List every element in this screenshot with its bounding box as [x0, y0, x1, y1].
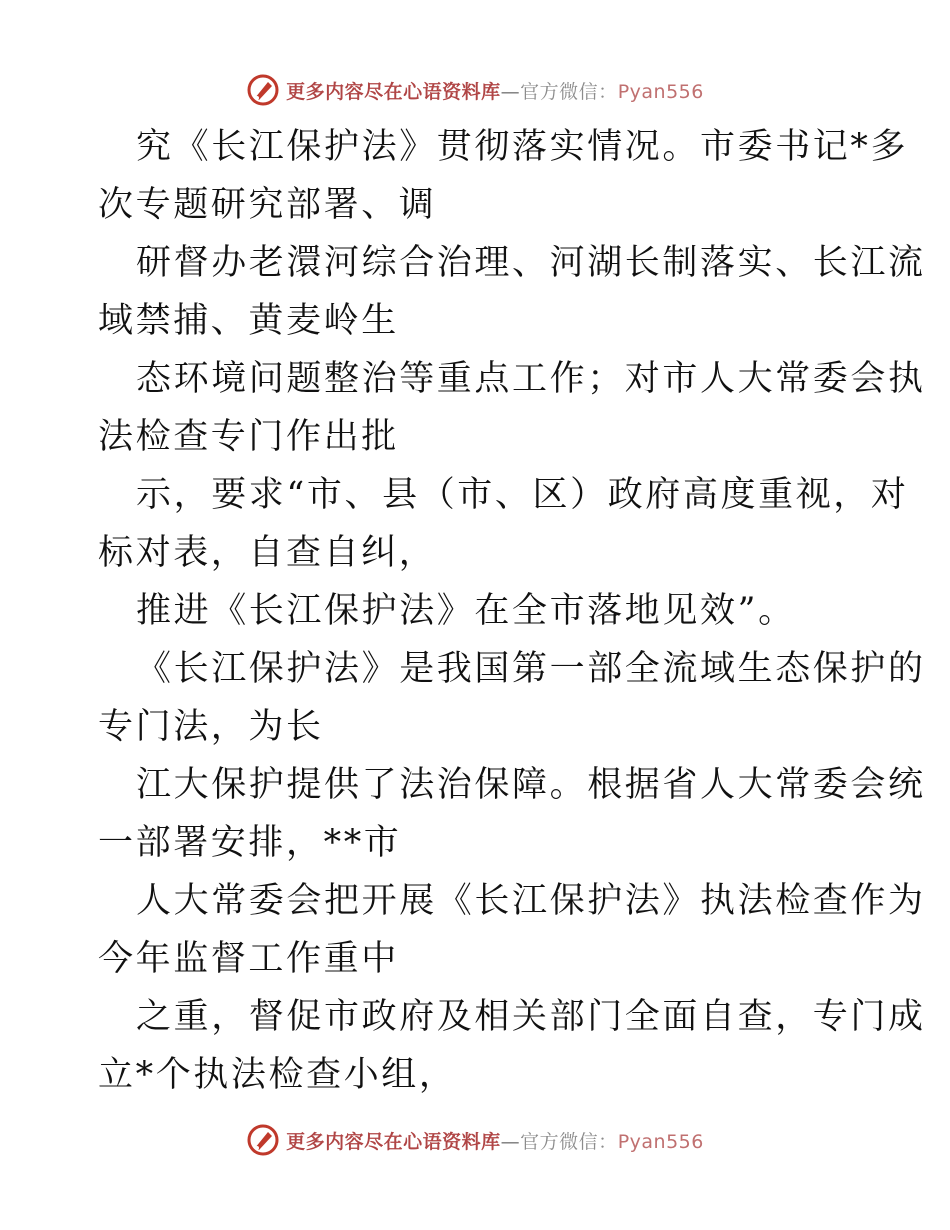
footer-wechat-label: 官方微信：: [520, 1130, 618, 1153]
document-body: [98, 118, 926, 1104]
text-line: 今年监督工作重中: [98, 939, 399, 979]
footer-brand: 更多内容尽在心语资料库: [286, 1130, 501, 1153]
footer-dash: —: [500, 1130, 521, 1153]
text-line: 推进《长江保护法》在全市落地见效”。: [136, 591, 796, 631]
text-line: 次专题研究部署、调: [98, 185, 437, 225]
text-line: 法检查专门作出批: [98, 417, 399, 457]
text-line: 《长江保护法》是我国第一部全流域生态保护的: [136, 649, 926, 689]
footer-wechat-id: Pyan556: [617, 1130, 704, 1153]
text-line: 立*个执法检查小组，: [98, 1055, 457, 1095]
text-line: 标对表，自查自纠，: [98, 533, 437, 573]
text-line: 研督办老澴河综合治理、河湖长制落实、长江流: [136, 243, 926, 283]
header-banner-text: [286, 77, 704, 104]
text-line: 一部署安排，**市: [98, 823, 402, 863]
footer-banner: [0, 1120, 950, 1160]
text-line: 究《长江保护法》贯彻落实情况。市委书记*多: [136, 127, 909, 167]
text-line: 态环境问题整治等重点工作；对市人大常委会执: [136, 359, 926, 399]
header-brand: 更多内容尽在心语资料库: [286, 80, 501, 103]
text-line: 专门法，为长: [98, 707, 324, 747]
header-dash: —: [500, 80, 521, 103]
pen-nib-logo-icon: [246, 73, 280, 107]
text-line: 域禁捕、黄麦岭生: [98, 301, 399, 341]
header-wechat-label: 官方微信：: [520, 80, 618, 103]
header-wechat-id: Pyan556: [617, 80, 704, 103]
text-line: 示，要求“市、县（市、区）政府高度重视，对: [136, 475, 909, 515]
text-line: 之重，督促市政府及相关部门全面自查，专门成: [136, 997, 926, 1037]
pen-nib-logo-icon: [246, 1123, 280, 1157]
text-line: 人大常委会把开展《长江保护法》执法检查作为: [136, 881, 926, 921]
text-line: 江大保护提供了法治保障。根据省人大常委会统: [136, 765, 926, 805]
header-banner: [0, 70, 950, 110]
footer-banner-text: [286, 1127, 704, 1154]
